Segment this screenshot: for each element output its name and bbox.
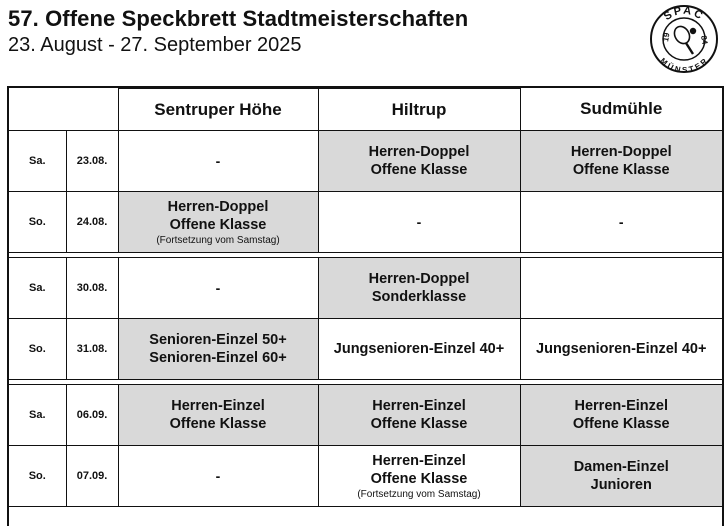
logo-bottom-text: MÜNSTER [658, 56, 710, 74]
ball-icon [690, 28, 696, 34]
document-header [8, 6, 468, 57]
event-cell [318, 131, 520, 192]
event-label: Jungsenioren-Einzel 40+ [333, 341, 505, 357]
schedule-row [9, 192, 722, 253]
event-label: Herren-Einzel Offene Klasse [370, 398, 468, 432]
event-label: Jungsenioren-Einzel 40+ [536, 341, 707, 357]
schedule-row [9, 258, 722, 319]
event-label: Herren-Doppel Offene Klasse [570, 144, 672, 178]
schedule-body [9, 131, 722, 507]
event-cell [118, 258, 318, 319]
event-label: - [215, 152, 221, 169]
logo-year-left: 19 [661, 32, 672, 43]
event-label: Herren-Doppel Offene Klasse [368, 144, 470, 178]
event-label: Senioren-Einzel 50+ Senioren-Einzel 60+ [149, 332, 287, 366]
event-cell [318, 385, 520, 446]
event-cell [318, 258, 520, 319]
column-header-hiltrup: Hiltrup [318, 89, 520, 131]
event-label: Herren-Doppel Offene Klasse [167, 198, 269, 233]
schedule-row [9, 131, 722, 192]
event-cell [520, 319, 722, 380]
event-cell [118, 446, 318, 507]
event-cell [118, 131, 318, 192]
event-cell [520, 131, 722, 192]
schedule-table [9, 88, 722, 507]
day-cell: So. [9, 446, 66, 507]
event-cell [520, 385, 722, 446]
corner-cell [9, 89, 118, 131]
schedule-row [9, 446, 722, 507]
column-header-sentruper-hoehe: Sentruper Höhe [118, 89, 318, 131]
event-cell [520, 446, 722, 507]
day-cell: Sa. [9, 258, 66, 319]
date-cell: 06.09. [66, 385, 118, 446]
event-label: - [215, 467, 221, 484]
event-cell [520, 258, 722, 319]
event-note: (Fortsetzung vom Samstag) [357, 488, 481, 500]
event-note: (Fortsetzung vom Samstag) [156, 234, 280, 246]
event-label: Herren-Doppel Sonderklasse [368, 271, 470, 305]
event-label: - [215, 279, 221, 296]
logo-top-text: SPAC [661, 4, 707, 24]
event-cell [118, 319, 318, 380]
day-cell: So. [9, 319, 66, 380]
date-cell: 07.09. [66, 446, 118, 507]
date-range: 23. August - 27. September 2025 [8, 34, 302, 56]
schedule-frame [7, 86, 724, 526]
schedule-row [9, 319, 722, 380]
day-cell: So. [9, 192, 66, 253]
event-cell [118, 385, 318, 446]
event-cell [318, 446, 520, 507]
event-cell [520, 192, 722, 253]
logo-year-right: 84 [699, 34, 710, 46]
event-cell [118, 192, 318, 253]
event-label: Damen-Einzel Junioren [573, 459, 669, 493]
event-cell [318, 319, 520, 380]
event-label: Herren-Einzel Offene Klasse [370, 452, 468, 487]
club-logo [649, 4, 719, 74]
event-label: - [416, 213, 422, 230]
date-cell: 23.08. [66, 131, 118, 192]
date-cell: 31.08. [66, 319, 118, 380]
column-header-sudmuehle: Sudmühle [520, 89, 722, 131]
date-cell: 24.08. [66, 192, 118, 253]
date-cell: 30.08. [66, 258, 118, 319]
event-label: - [618, 213, 624, 230]
event-cell [318, 192, 520, 253]
event-label: Herren-Einzel Offene Klasse [169, 398, 267, 432]
day-cell: Sa. [9, 131, 66, 192]
event-label: Herren-Einzel Offene Klasse [572, 398, 670, 432]
day-cell: Sa. [9, 385, 66, 446]
page-title: 57. Offene Speckbrett Stadtmeisterschaften [8, 6, 469, 31]
schedule-row [9, 385, 722, 446]
